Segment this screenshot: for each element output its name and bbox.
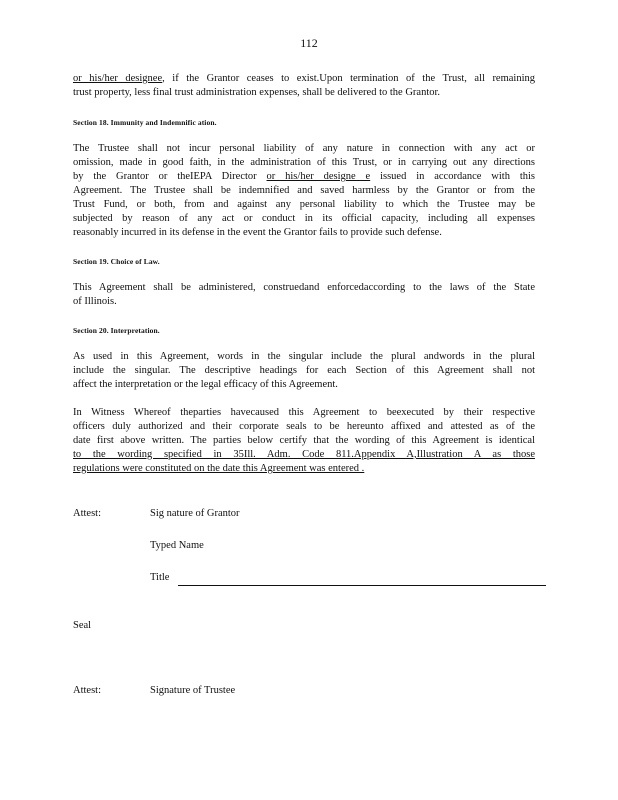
signature-of-grantor-label: Sig nature of Grantor [150,508,240,519]
witness-line-3: date first above written. The parties below certify that the wording of this Agreement is identical [73,435,535,446]
title-label: Title [150,572,170,583]
attest-label-2: Attest: [73,685,101,696]
designee-underlined: or his/her designee [73,73,163,84]
seal-label: Seal [73,620,92,631]
witness-line-4: to the wording specified in 35Ill. Adm. Code 811.Appendix A,Illustration A as those [73,449,535,460]
s18-line-5: Trust Fund, or both, from and against any personal liability to which the Trustee may be [73,199,535,210]
witness-line-2: officers duly authorized and their corporate seals to be hereunto affixed and attested as of the [73,421,535,432]
s20-line-1: As used in this Agreement, words in the singular include the plural andwords in the plural [73,351,535,362]
signature-of-trustee-label: Signature of Trustee [150,685,236,696]
page-number: 112 [300,36,318,50]
section-19-heading: Section 19. Choice of Law. [73,257,160,266]
s18-line-4: Agreement. The Trustee shall be indemnified and saved harmless by the Grantor or from the [73,185,535,196]
s20-line-3: affect the interpretation or the legal efficacy of this Agreement. [73,379,338,390]
s18-line-1: The Trustee shall not incur personal liability of any nature in connection with any act or [73,143,535,154]
s18-line-7: reasonably incurred in its defense in the event the Grantor fails to provide such defense. [73,227,442,238]
s19-line-2: of Illinois. [73,296,117,307]
typed-name-label: Typed Name [150,540,204,551]
para1-line-1: or his/her designee, if the Grantor ceases to exist.Upon termination of the Trust, all remaining [73,73,536,84]
section-18-heading: Section 18. Immunity and Indemnific ation. [73,118,217,127]
witness-line-1: In Witness Whereof theparties havecaused this Agreement to beexecuted by their respective [73,407,535,418]
designee-underlined-2: or his/her designe e [266,171,371,182]
s20-line-2: include the singular. The descriptive headings for each Section of this Agreement shall not [73,365,535,376]
s18-line-6: subjected by reason of any act or conduct in its official capacity, including all expenses [73,213,535,224]
witness-line-5: regulations were constituted on the date this Agreement was entered . [73,463,365,474]
para1-line-2: trust property, less final trust administration expenses, shall be delivered to the Grantor. [73,87,441,98]
title-signature-line [178,585,546,586]
s18-line-2: omission, made in good faith, in the administration of this Trust, or in carrying out any directions [73,157,535,168]
s18-line-3: by the Grantor or theIEPA Director or his/her designe e issued in accordance with this [73,171,536,182]
attest-label-1: Attest: [73,508,101,519]
section-20-heading: Section 20. Interpretation. [73,326,160,335]
s19-line-1: This Agreement shall be administered, construedand enforcedaccording to the laws of the State [73,282,535,293]
